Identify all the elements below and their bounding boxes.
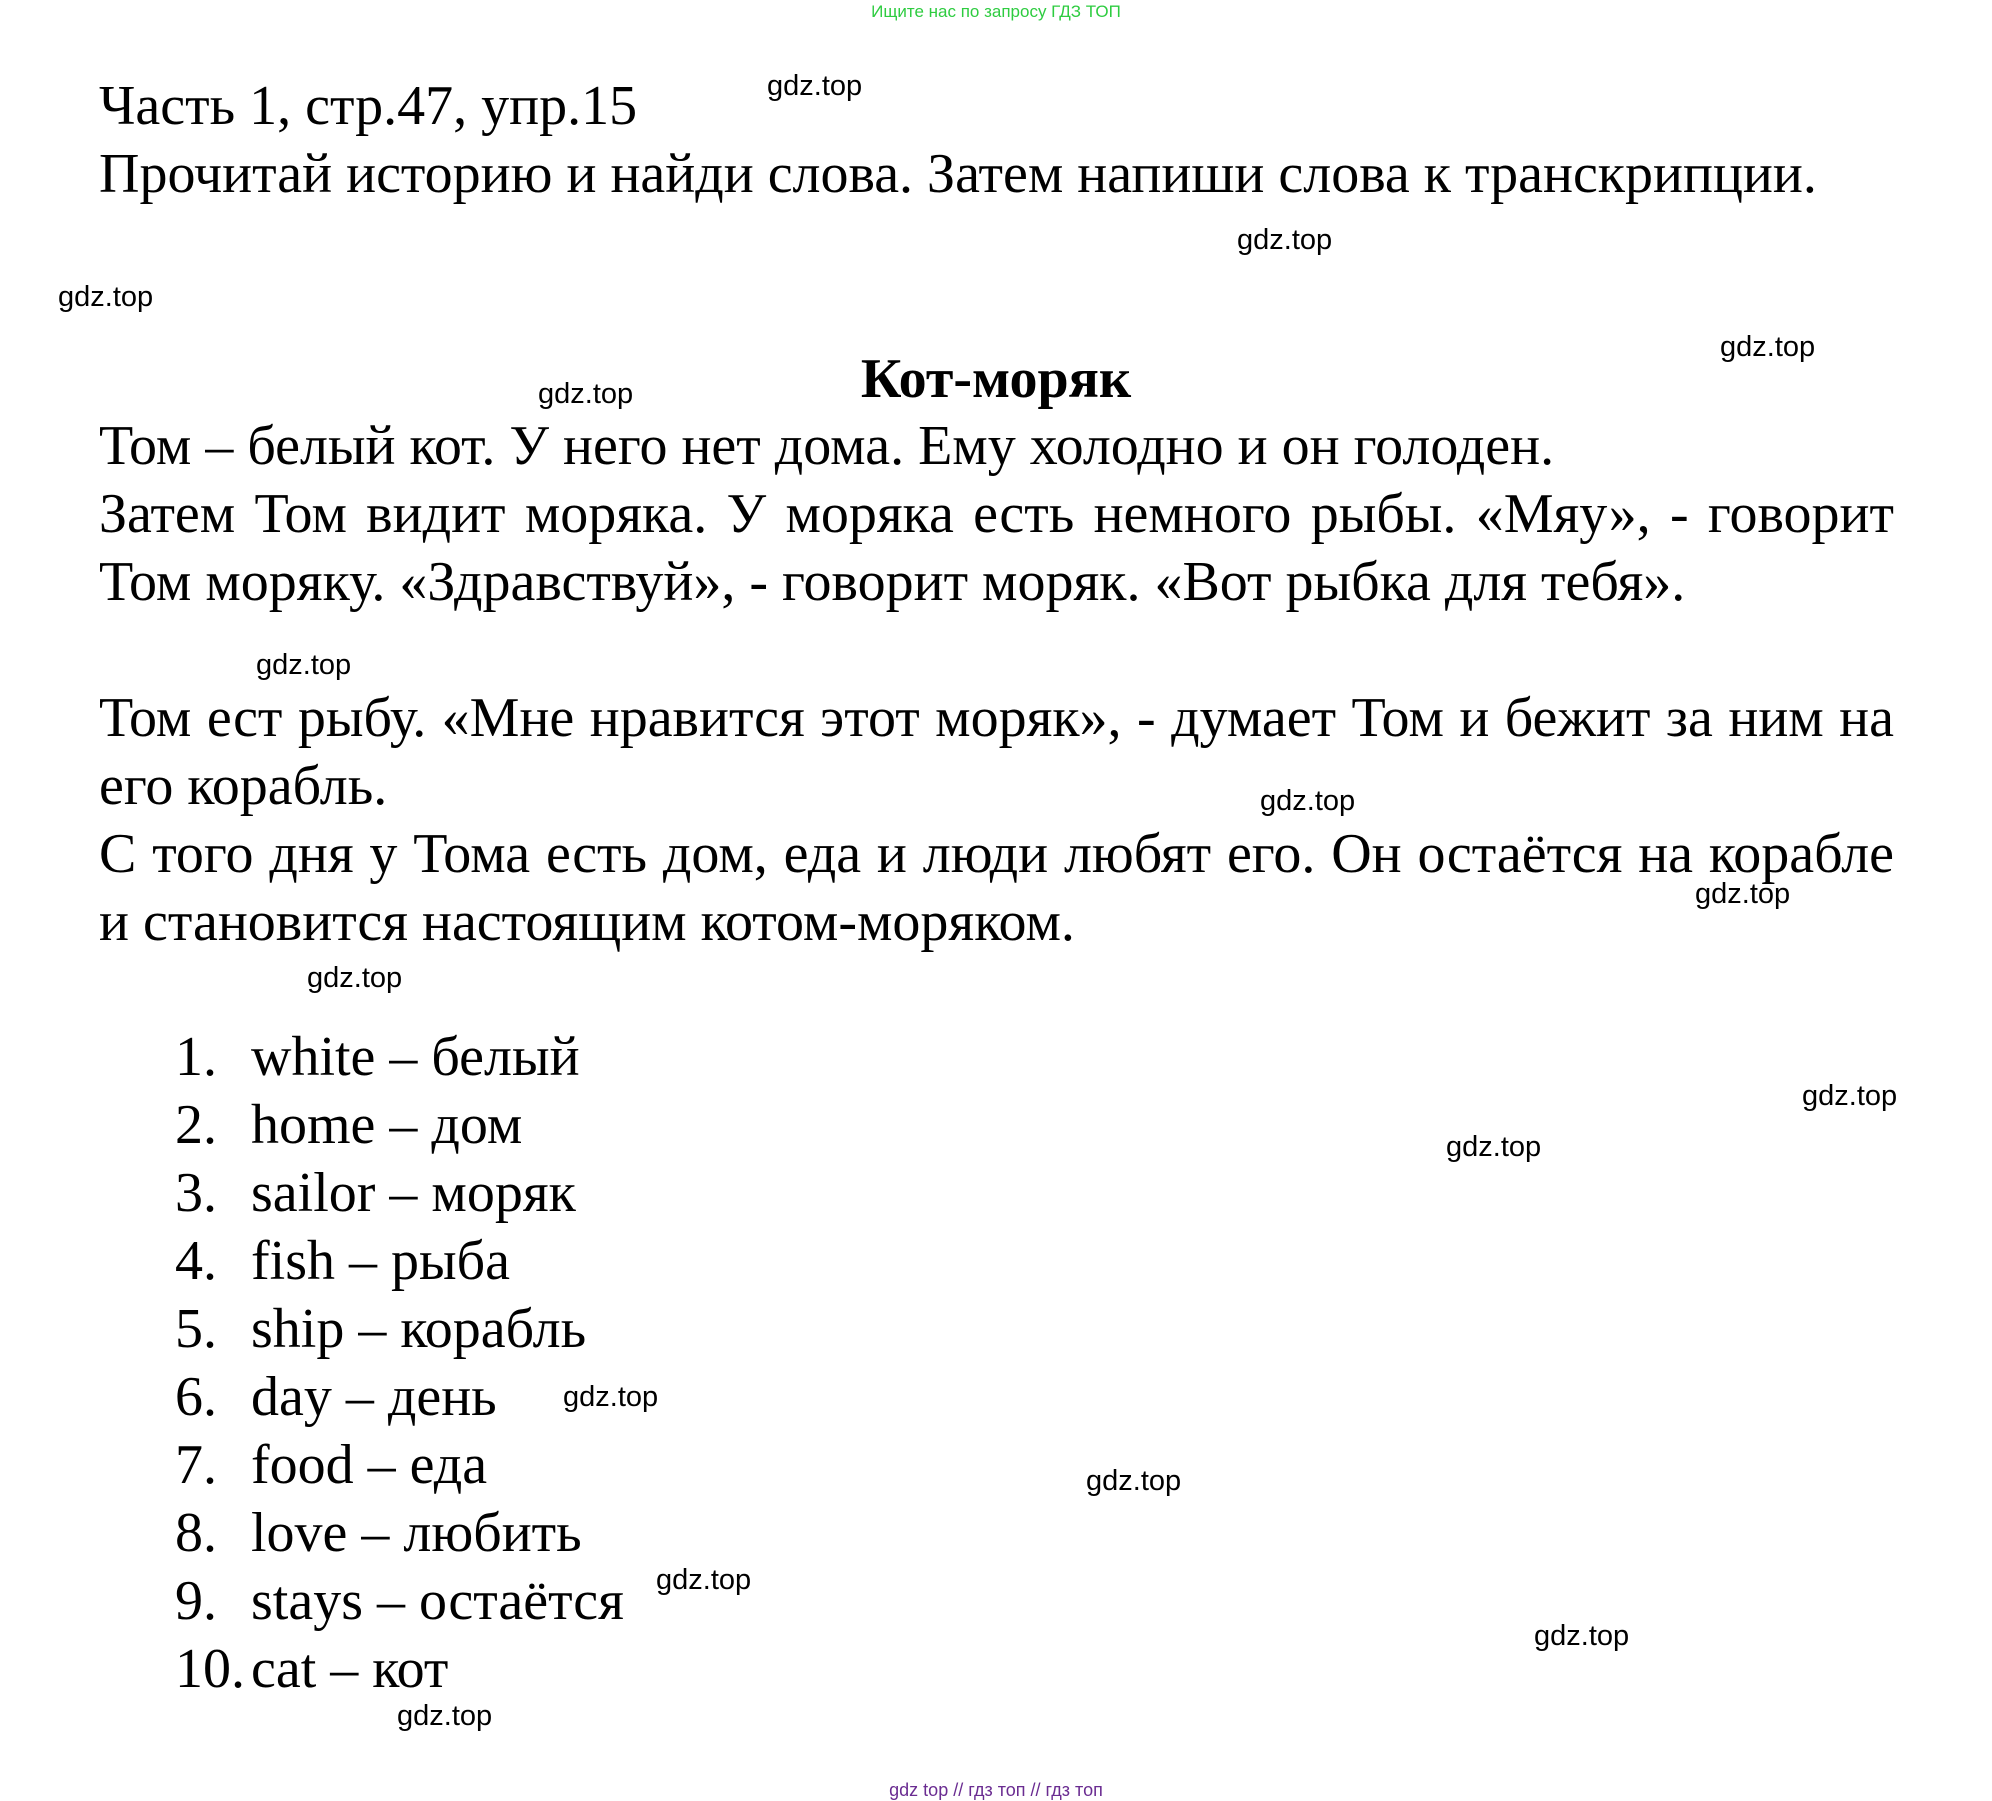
item-number: 3. (175, 1162, 217, 1224)
footer-links: gdz top // гдз топ // гдз топ (889, 1780, 1103, 1800)
word-list-item (175, 1431, 624, 1499)
watermark: gdz.top (256, 649, 352, 681)
watermark: gdz.top (767, 70, 863, 102)
item-text: fish – рыба (251, 1230, 510, 1292)
watermark: gdz.top (538, 378, 634, 410)
word-list (175, 1023, 624, 1703)
item-text: food – еда (251, 1434, 488, 1496)
watermark: gdz.top (1446, 1131, 1542, 1163)
story-title: Кот-моряк (860, 348, 1132, 410)
item-number: 9. (175, 1570, 217, 1632)
word-list-item (175, 1091, 624, 1159)
item-number: 8. (175, 1502, 217, 1564)
watermark: gdz.top (1695, 878, 1791, 910)
story-paragraph-4: С того дня у Тома есть дом, еда и люди любят его. Он остаётся на корабле и становится настоящим котом-моряком. (99, 823, 1894, 953)
item-number: 5. (175, 1298, 217, 1360)
item-text: white – белый (251, 1026, 580, 1088)
word-list-item (175, 1567, 624, 1635)
item-text: stays – остаётся (251, 1570, 624, 1632)
item-number: 1. (175, 1026, 217, 1088)
item-text: sailor – моряк (251, 1162, 576, 1224)
item-number: 2. (175, 1094, 217, 1156)
item-number: 7. (175, 1434, 217, 1496)
watermark: gdz.top (1534, 1620, 1630, 1652)
word-list-item (175, 1227, 624, 1295)
watermark: gdz.top (656, 1564, 752, 1596)
story-paragraph-2: Затем Том видит моряка. У моряка есть немного рыбы. «Мяу», - говорит Том моряку. «Здравствуй», - говорит моряк. «Вот рыбка для тебя». (99, 483, 1894, 613)
watermark: gdz.top (307, 962, 403, 994)
watermark: gdz.top (1802, 1080, 1898, 1112)
item-text: cat – кот (251, 1638, 449, 1700)
item-text: day – день (251, 1366, 497, 1428)
watermark: gdz.top (1237, 224, 1333, 256)
item-text: ship – корабль (251, 1298, 587, 1360)
word-list-item (175, 1363, 624, 1431)
word-list-item (175, 1159, 624, 1227)
story-paragraph-3: Том ест рыбу. «Мне нравится этот моряк», - думает Том и бежит за ним на его корабль. (99, 687, 1894, 817)
item-number: 10. (175, 1638, 245, 1700)
watermark: gdz.top (1086, 1465, 1182, 1497)
item-text: love – любить (251, 1502, 582, 1564)
word-list-item (175, 1023, 624, 1091)
page-heading: Часть 1, стр.47, упр.15 (99, 75, 638, 137)
word-list-item (175, 1635, 624, 1703)
top-banner: Ищите нас по запросу ГДЗ ТОП (871, 2, 1121, 21)
watermark: gdz.top (563, 1381, 659, 1413)
watermark: gdz.top (1720, 331, 1816, 363)
story-paragraph-1: Том – белый кот. У него нет дома. Ему холодно и он голоден. (99, 415, 1555, 477)
item-text: home – дом (251, 1094, 523, 1156)
watermark: gdz.top (58, 281, 154, 313)
watermark: gdz.top (1260, 785, 1356, 817)
watermark: gdz.top (397, 1700, 493, 1732)
word-list-item (175, 1295, 624, 1363)
item-number: 4. (175, 1230, 217, 1292)
instruction-text: Прочитай историю и найди слова. Затем напиши слова к транскрипции. (99, 143, 1817, 205)
item-number: 6. (175, 1366, 217, 1428)
word-list-item (175, 1499, 624, 1567)
